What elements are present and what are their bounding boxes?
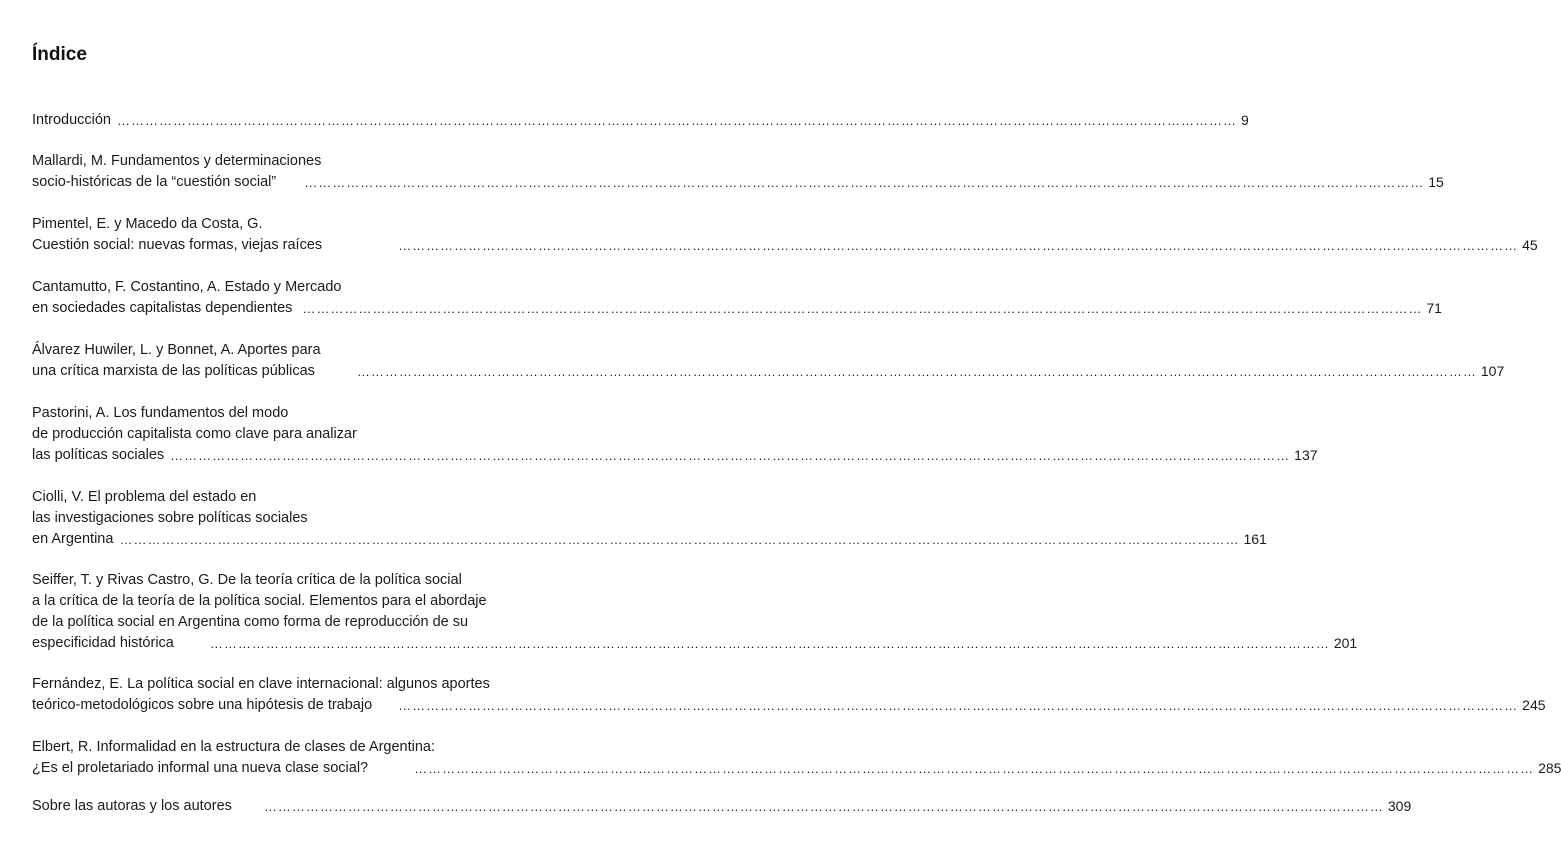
toc-entry-text: Pimentel, E. y Macedo da Costa, G. (32, 216, 263, 232)
toc-entry-line (32, 235, 1538, 256)
index-title: Índice (32, 44, 87, 65)
toc-entry-line (32, 361, 1505, 382)
toc-page-number: 9 (1241, 112, 1249, 128)
toc-page-number: 15 (1428, 174, 1444, 190)
toc-entry-text: Álvarez Huwiler, L. y Bonnet, A. Aportes para (32, 342, 321, 358)
toc-entry-line (32, 570, 588, 591)
dot-leader: …………………………………………………………………………………………………………………………………………………………………………………………………………………… (414, 761, 1535, 776)
toc-entry[interactable] (32, 277, 1442, 319)
toc-entry-line (32, 633, 1358, 654)
dot-leader: …………………………………………………………………………………………………………………………………………………………………………………………………………………… (302, 301, 1423, 316)
toc-page-number: 161 (1243, 531, 1267, 547)
toc-page-number: 71 (1426, 300, 1442, 316)
toc-entry[interactable] (32, 487, 1267, 550)
toc-entry-line (32, 695, 1546, 716)
toc-entry-text: Mallardi, M. Fundamentos y determinaciones (32, 153, 322, 169)
toc-entry-line (32, 796, 1412, 817)
toc-page-number: 45 (1522, 237, 1538, 253)
toc-entry-line (32, 612, 588, 633)
toc-entry-text: a la crítica de la teoría de la política social. Elementos para el abordaje (32, 593, 487, 609)
toc-entry-line (32, 172, 1444, 193)
toc-entry-text: Elbert, R. Informalidad en la estructura de clases de Argentina: (32, 739, 435, 755)
toc-entry-line (32, 214, 588, 235)
toc-page-number: 137 (1294, 447, 1318, 463)
dot-leader: …………………………………………………………………………………………………………………………………………………………………………………………………………………… (209, 636, 1330, 651)
dot-leader: …………………………………………………………………………………………………………………………………………………………………………………………………………………… (117, 113, 1237, 128)
toc-entry-text: Introducción (32, 112, 111, 128)
toc-entry-line (32, 529, 1267, 550)
dot-leader: …………………………………………………………………………………………………………………………………………………………………………………………………………………… (356, 364, 1477, 379)
toc-entry[interactable] (32, 674, 1546, 716)
toc-entry[interactable] (32, 340, 1505, 382)
toc-entry-text: en sociedades capitalistas dependientes (32, 300, 293, 316)
dot-leader: …………………………………………………………………………………………………………………………………………………………………………………………………………………… (263, 799, 1384, 814)
toc-entry-text: Seiffer, T. y Rivas Castro, G. De la teoría crítica de la política social (32, 572, 462, 588)
toc-entry-line (32, 737, 588, 758)
toc-page-number: 309 (1387, 798, 1412, 814)
toc-entry-text: Cuestión social: nuevas formas, viejas raíces (32, 237, 323, 253)
toc-entry-text: las políticas sociales (32, 447, 165, 463)
toc-entry-line (32, 508, 588, 529)
toc-entry-text: de la política social en Argentina como forma de reproducción de su (32, 614, 469, 630)
toc-entry-text: Sobre las autoras y los autores (32, 798, 232, 814)
toc-entry-line (32, 403, 588, 424)
toc-entry[interactable] (32, 214, 1538, 256)
toc-entry[interactable] (32, 737, 1561, 779)
toc-entry-line (32, 340, 588, 361)
toc-entry[interactable] (32, 151, 1444, 193)
toc-entry-line (32, 674, 588, 695)
toc-page-number: 285 (1538, 760, 1561, 776)
toc-entry[interactable] (32, 796, 1412, 817)
toc-entry-text: de producción capitalista como clave para analizar (32, 426, 357, 442)
toc-entry[interactable] (32, 570, 1358, 654)
toc-entry-text: socio-históricas de la “cuestión social” (32, 174, 277, 190)
toc-entry-text: Fernández, E. La política social en clave internacional: algunos aportes (32, 676, 490, 692)
dot-leader: …………………………………………………………………………………………………………………………………………………………………………………………………………………… (170, 448, 1291, 463)
toc-entry-line (32, 758, 1561, 779)
toc-entry-text: una crítica marxista de las políticas públicas (32, 363, 315, 379)
toc-entry-text: las investigaciones sobre políticas sociales (32, 510, 308, 526)
toc-entry[interactable] (32, 403, 1318, 466)
toc-entry-line (32, 591, 588, 612)
toc-entry-text: Ciolli, V. El problema del estado en (32, 489, 257, 505)
dot-leader: …………………………………………………………………………………………………………………………………………………………………………………………………………………… (398, 238, 1519, 253)
toc-page-number: 201 (1333, 635, 1358, 651)
toc-entry[interactable] (32, 110, 1249, 131)
toc-entry-text: Pastorini, A. Los fundamentos del modo (32, 405, 289, 421)
toc-entry-line (32, 445, 1318, 466)
toc-entry-text: ¿Es el proletariado informal una nueva clase social? (32, 760, 369, 776)
toc-entry-text: en Argentina (32, 531, 114, 547)
toc-entry-line (32, 151, 588, 172)
toc-page-number: 245 (1522, 697, 1546, 713)
toc-entry-line (32, 110, 1249, 131)
toc-entry-line (32, 277, 588, 298)
toc-entry-line (32, 424, 588, 445)
toc-entry-text: teórico-metodológicos sobre una hipótesis de trabajo (32, 697, 373, 713)
toc-entry-text: especificidad histórica (32, 635, 174, 651)
toc-entry-line (32, 487, 588, 508)
toc-entry-text: Cantamutto, F. Costantino, A. Estado y Mercado (32, 279, 342, 295)
toc-entry-line (32, 298, 1442, 319)
dot-leader: …………………………………………………………………………………………………………………………………………………………………………………………………………………… (304, 175, 1425, 190)
toc-page-number: 107 (1480, 363, 1505, 379)
dot-leader: …………………………………………………………………………………………………………………………………………………………………………………………………………………… (119, 532, 1240, 547)
dot-leader: …………………………………………………………………………………………………………………………………………………………………………………………………………………… (398, 698, 1519, 713)
